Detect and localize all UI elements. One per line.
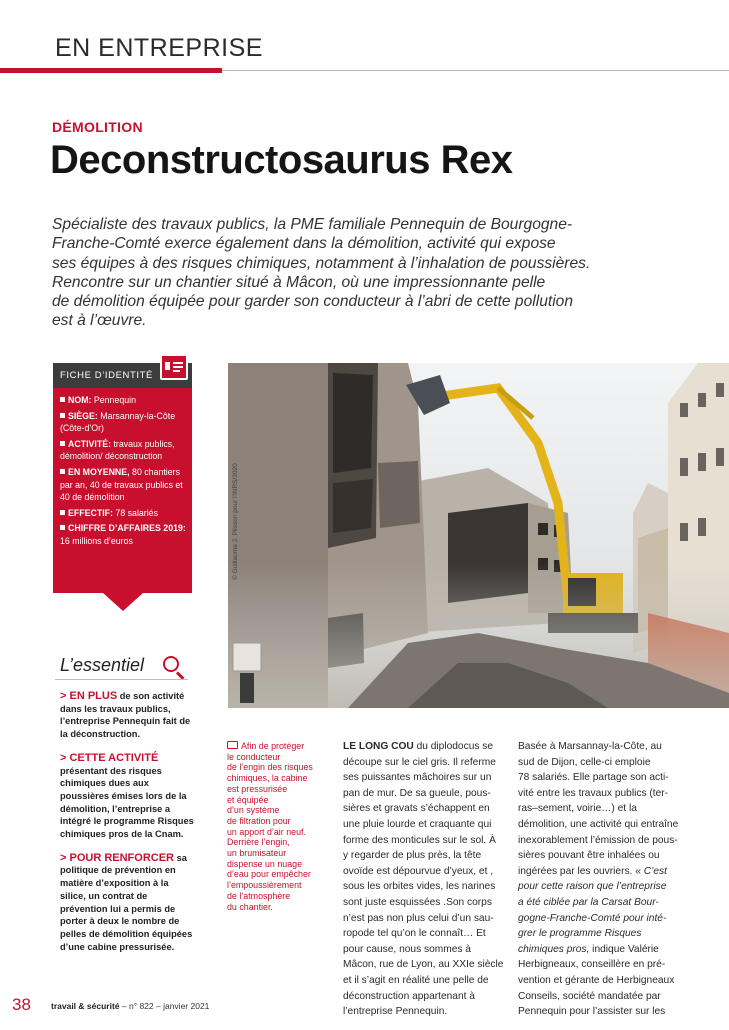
identity-card-header: [53, 363, 192, 388]
article-lead: [52, 215, 652, 331]
identity-item: EFFECTIF: 78 salariés: [60, 507, 188, 520]
lead-line: Rencontre sur un chantier situé à Mâcon, où une impressionnante pelle: [52, 273, 546, 291]
essentiel-divider: [55, 679, 188, 680]
essentiel-item: > POUR RENFORCER sa politique de prévention en matière d’exposition à la silice, un contrat de prévention lui a permis de porter à deux le nombre de pelles de démolition équipées d’une cabine pressurisée.: [60, 851, 193, 952]
identity-item: CHIFFRE D’AFFAIRES 2019: 16 millions d’euros: [60, 523, 186, 546]
magazine-name: travail & sécurité: [51, 1001, 120, 1011]
camera-icon: [227, 741, 238, 749]
identity-item: ACTIVITÉ: travaux publics, démolition/ déconstruction: [60, 438, 175, 462]
page-number: 38: [12, 995, 31, 1014]
photo-caption: Afin de protéger le conducteur de l’engin des risques chimiques, la cabine est pressurisée et équipée d’un système de filtration pour un apport d’air neuf. Derrière l’engin, un brumisateur dispense un nuage d’eau pour empêcher l’empoussièrement de l’atmosphère du chantier.: [227, 741, 313, 912]
identity-item: NOM: Pennequin: [60, 394, 188, 407]
identity-card-title: FICHE D’IDENTITÉ: [60, 370, 153, 381]
lead-line: de démolition équipée pour garder son conducteur à l’abri de cette pollution: [52, 293, 574, 311]
identity-card-list: [60, 394, 188, 551]
essentiel-item: > EN PLUS de son activité dans les travaux publics, l’entreprise Pennequin fait de la déconstruction.: [60, 690, 191, 740]
lead-line: ses équipes à des risques chimiques, notamment à l’inhalation de poussières.: [52, 254, 591, 272]
id-card-icon: [160, 354, 188, 380]
section-rule: [222, 70, 729, 71]
lead-line: est à l’œuvre.: [52, 312, 147, 330]
lead-line: Franche-Comté exerce également dans la démolition, activité qui expose: [52, 235, 556, 253]
demolition-photo: [228, 363, 729, 708]
photo-credit: © Guillaume J. Plisson pour l’INRS/2020: [232, 463, 239, 580]
issue-info: – n° 822 – janvier 2021: [119, 1001, 210, 1011]
essentiel-list: [60, 690, 195, 964]
body-lead-in: LE LONG COU: [343, 741, 414, 752]
lead-line: Spécialiste des travaux publics, la PME familiale Pennequin de Bourgogne-: [52, 216, 573, 233]
essentiel-title: L’essentiel: [60, 655, 145, 675]
identity-card-pointer: [103, 593, 143, 611]
body-column-1: LE LONG COU du diplodocus se découpe sur le ciel gris. Il referme ses puissantes mâchoires sur un pan de mur. De sa gueule, pous- sières et gravats s’échappent en une pluie lourde et craquante qui forme des monticules sur le sol. À y regarder de plus près, la tête ovoïde est dépourvue d’yeux, et , sous les orbites vides, les narines sont juste esquissées .Son corps n’est pas non plus celui d’un sau- ropode tel qu’on le connaît… Et pour cause, nous sommes à Mâcon, rue de Lyon, au XXIe siècle et il s’agit en réalité une pelle de déconstruction appartenant à l’entreprise Pennequin.: [343, 741, 504, 1018]
identity-item: SIÈGE: Marsannay-la-Côte (Côte-d’Or): [60, 410, 176, 434]
identity-item: EN MOYENNE, 80 chantiers par an, 40 de travaux publics et 40 de démolition: [60, 466, 183, 503]
identity-card-box: [53, 363, 192, 593]
body-column-2: Basée à Marsannay-la-Côte, au sud de Dijon, celle-ci emploie 78 salariés. Elle partage son acti- vité entre les travaux publics (ter- ras–sement, voirie…) et la démolition, une activité qui entraîne inexorablement l’émission de pous- sières pouvant être inhalées ou ingérées par les ouvriers. « C’est pour cette raison que l’entreprise a été ciblée par la Carsat Bour- gogne-Franche-Comté pour inté- grer le programme Risques chimiques pros, indique Valérie Herbigneaux, conseillère en pré- vention et gérante de Herbigneaux Conseils, société mandatée par Pennequin pour l’assister sur les: [518, 741, 679, 1018]
article-kicker: DÉMOLITION: [52, 119, 143, 135]
essentiel-item: > CETTE ACTIVITÉ présentant des risques chimiques dues aux poussières émises lors de la démolition, l’entreprise a intégré le programme Risques chimiques pros de la Cnam.: [60, 751, 194, 840]
article-title: Deconstructosaurus Rex: [50, 138, 513, 182]
magnifier-icon: [163, 656, 179, 672]
section-rule-accent: [0, 68, 222, 73]
footer-info: [51, 1001, 209, 1011]
section-title: EN ENTREPRISE: [55, 34, 263, 62]
